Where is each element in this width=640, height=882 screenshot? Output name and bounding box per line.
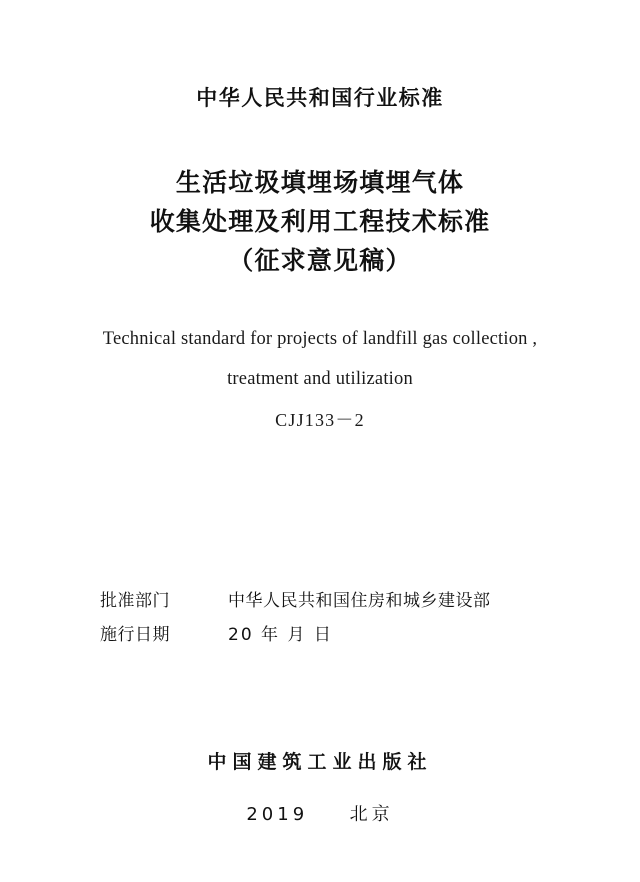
publication-year: 2019	[246, 804, 309, 825]
effective-date-label: 施行日期	[100, 624, 170, 645]
effective-date-value: 20 年 月 日	[228, 624, 333, 645]
english-title-line-1: Technical standard for projects of landfill gas collection ,	[102, 329, 538, 350]
document-title-line-2: 收集处理及利用工程技术标准	[149, 206, 491, 236]
approval-department-value: 中华人民共和国住房和城乡建设部	[228, 590, 491, 611]
approval-department-row	[100, 584, 540, 618]
publisher-block	[0, 747, 640, 826]
publication-city: 北京	[349, 804, 394, 825]
effective-date-row	[100, 618, 540, 652]
english-title-line-2: treatment and utilization	[227, 369, 413, 390]
document-title-line-1: 生活垃圾填埋场填埋气体	[175, 168, 465, 197]
publisher-name: 中国建筑工业出版社	[207, 751, 433, 773]
approval-department-label: 批准部门	[100, 590, 170, 611]
document-title-line-3: （征求意见稿）	[228, 245, 412, 275]
document-title-block	[150, 164, 491, 280]
standard-series-heading: 中华人民共和国行业标准	[196, 86, 444, 110]
issuer-info-block	[56, 584, 584, 652]
standard-code: CJJ133－2	[275, 409, 365, 430]
english-title-block	[103, 320, 538, 432]
year-city-row	[0, 800, 640, 826]
